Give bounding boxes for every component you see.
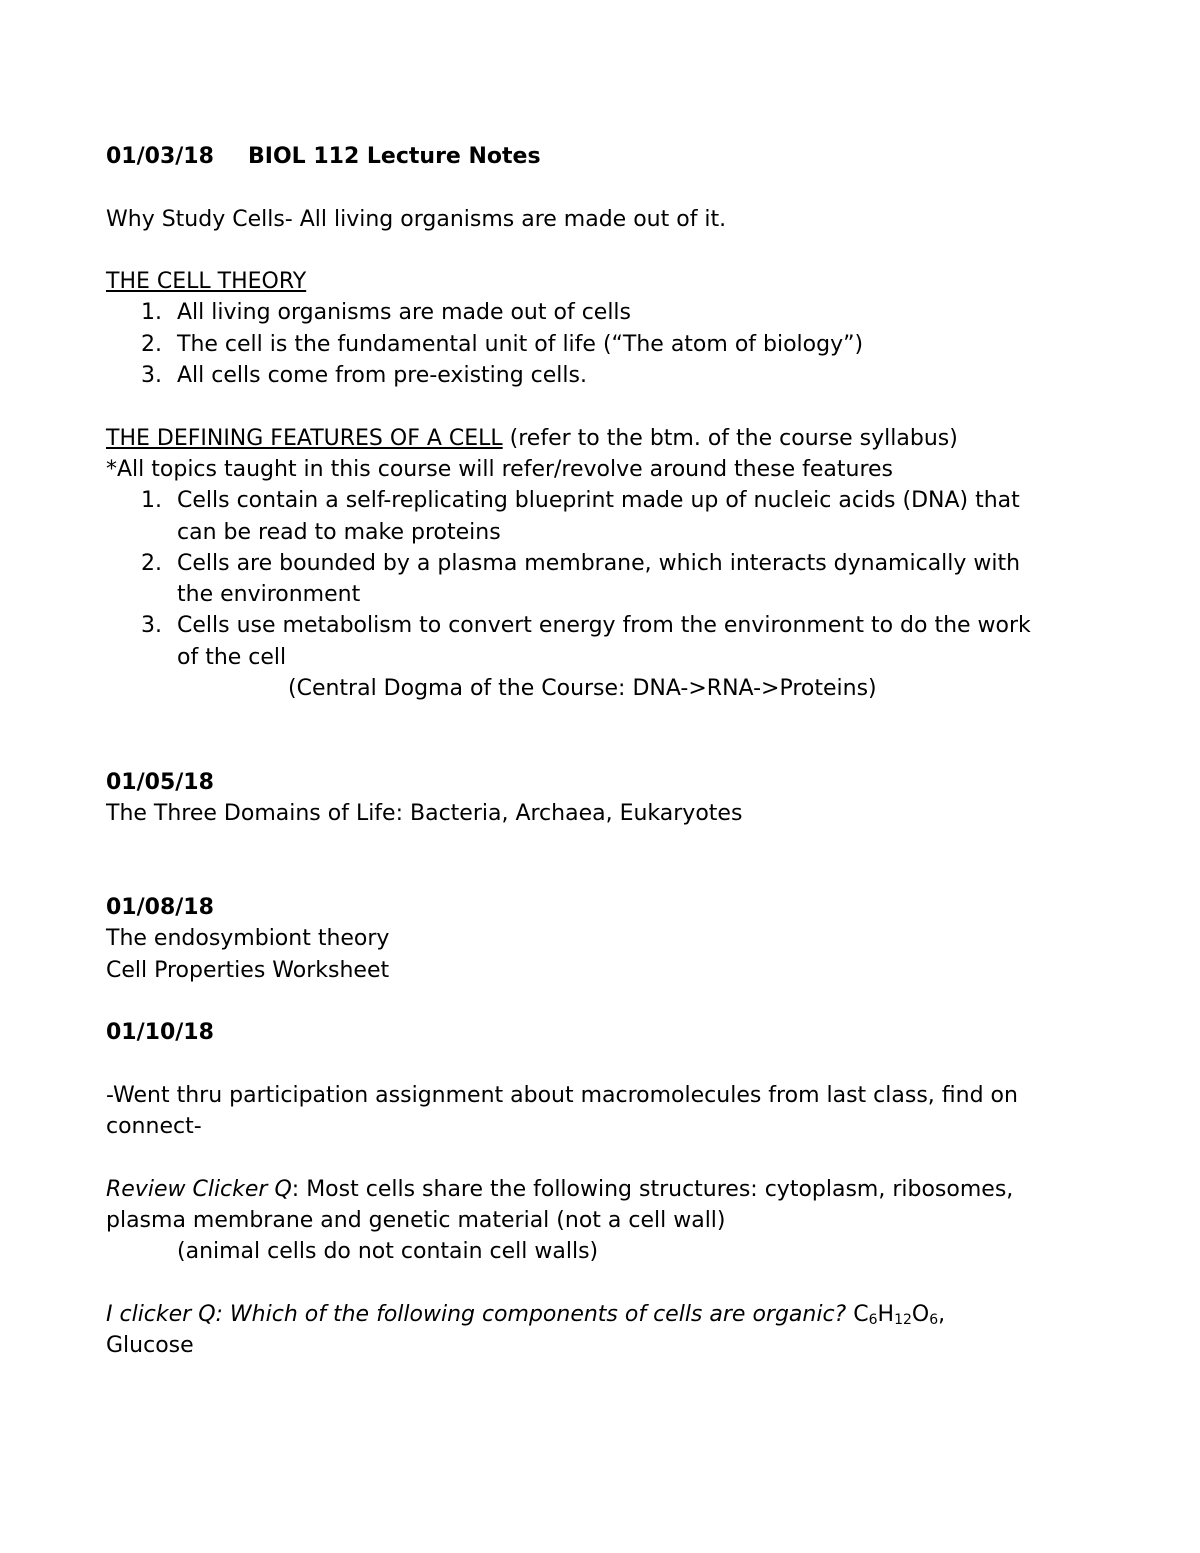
review-clicker-line-2: plasma membrane and genetic material (not a cell wall) <box>106 1208 726 1234</box>
glucose-formula: $C_6H_{12}O_6$, <box>853 1301 946 1328</box>
endosymbiont-line: The endosymbiont theory <box>106 926 390 952</box>
list-item: 1. Cells contain a self-replicating blueprint made up of nucleic acids (DNA) that can be read to make proteins <box>141 488 1020 545</box>
document-page <box>106 141 1106 1362</box>
day3-date: 01/08/18 <box>106 895 214 921</box>
document-title <box>106 141 1106 172</box>
review-clicker-label: Review Clicker Q <box>106 1176 292 1202</box>
list-item: 2. Cells are bounded by a plasma membrane, which interacts dynamically with the environment <box>141 550 1021 608</box>
list-item: 3. Cells use metabolism to convert energy from the environment to do the work of the cell <box>141 613 1031 670</box>
list-item: 3. All cells come from pre-existing cells. <box>141 363 587 389</box>
defining-features-list <box>106 485 1106 673</box>
domains-line: The Three Domains of Life: Bacteria, Archaea, Eukaryotes <box>106 801 743 827</box>
defining-features-heading-line <box>106 423 1106 454</box>
participation-line-1: -Went thru participation assignment about macromolecules from last class, find on <box>106 1082 1018 1108</box>
iclicker-answer: Glucose <box>106 1333 194 1359</box>
iclicker-question-line <box>106 1299 1106 1330</box>
defining-features-heading: THE DEFINING FEATURES OF A CELL <box>106 425 503 451</box>
defining-features-note: (refer to the btm. of the course syllabus) <box>502 425 958 451</box>
topics-note: *All topics taught in this course will refer/revolve around these features <box>106 456 894 482</box>
title-date: 01/03/18 <box>106 144 214 169</box>
why-study-line: Why Study Cells- All living organisms are made out of it. <box>106 206 727 232</box>
day4-date: 01/10/18 <box>106 1020 214 1046</box>
list-item: 1. All living organisms are made out of cells <box>141 300 632 326</box>
participation-line-2: connect- <box>106 1114 202 1140</box>
cell-theory-heading: THE CELL THEORY <box>106 269 307 295</box>
worksheet-line: Cell Properties Worksheet <box>106 957 390 983</box>
review-clicker-line-1: Review Clicker Q: Most cells share the following structures: cytoplasm, ribosomes, <box>106 1176 1014 1202</box>
review-clicker-line-3: (animal cells do not contain cell walls) <box>177 1239 599 1265</box>
cell-theory-list <box>106 297 1106 391</box>
list-item: 2. The cell is the fundamental unit of life (“The atom of biology”) <box>141 331 864 357</box>
title-text: BIOL 112 Lecture Notes <box>248 144 541 169</box>
day2-date: 01/05/18 <box>106 769 214 795</box>
iclicker-question: I clicker Q: Which of the following components of cells are organic? <box>106 1301 847 1327</box>
central-dogma-line: (Central Dogma of the Course: DNA->RNA->Proteins) <box>288 676 877 702</box>
